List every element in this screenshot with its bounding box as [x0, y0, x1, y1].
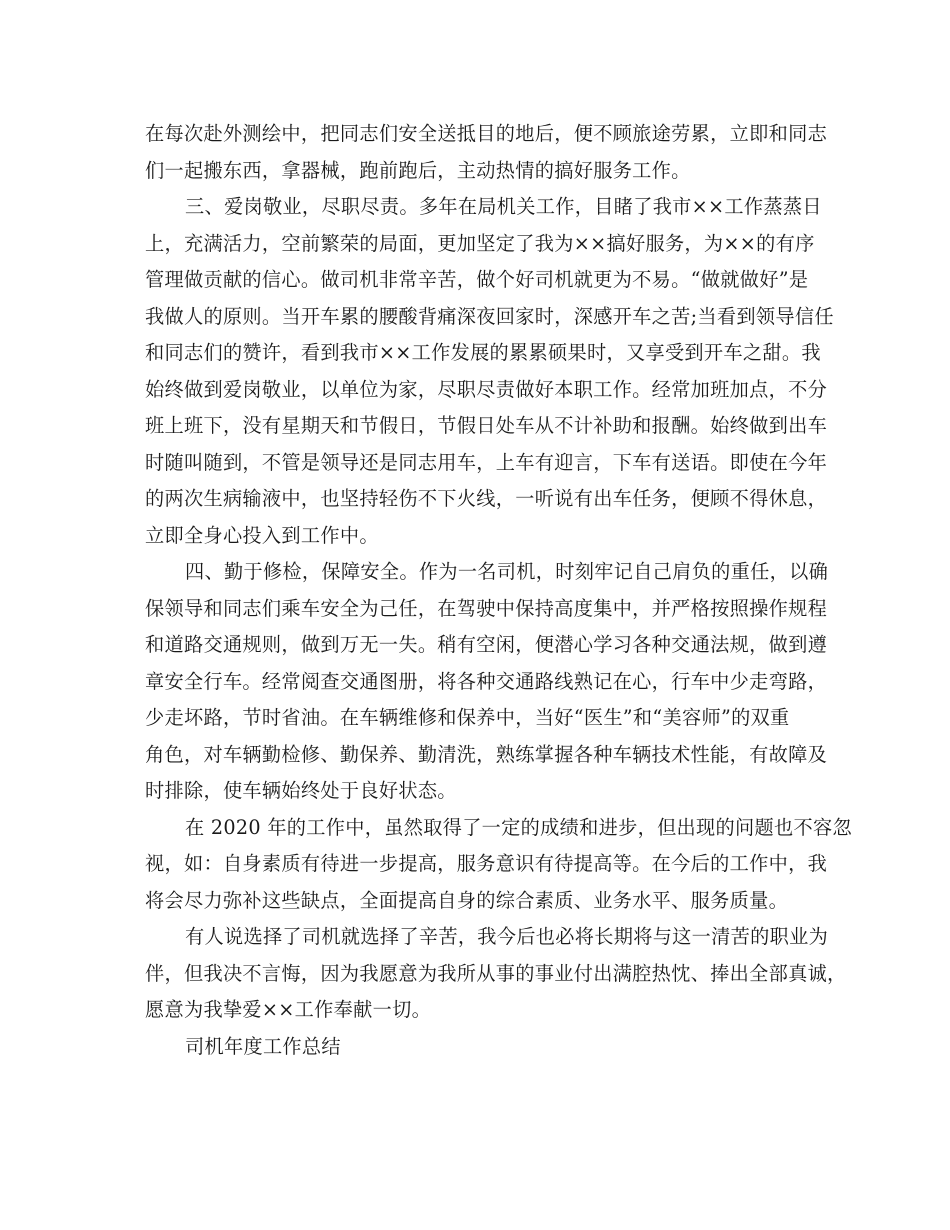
text-line: 和道路交通规则，做到万无一失。稍有空闲，便潜心学习各种交通法规，做到遵	[145, 633, 828, 656]
paragraph-start-line: 有人说选择了司机就选择了辛苦，我今后也必将长期将与这一清苦的职业为	[185, 925, 829, 948]
text-line: 伴，但我决不言悔，因为我愿意为我所从事的事业付出满腔热忱、捧出全部真诚，	[145, 961, 847, 985]
text-line: 视，如：自身素质有待进一步提高，服务意识有待提高等。在今后的工作中，我	[145, 852, 828, 875]
text-line: 和同志们的赞许，看到我市××工作发展的累累硕果时，又享受到开车之甜。我	[145, 341, 821, 364]
text-line: 保领导和同志们乘车安全为己任，在驾驶中保持高度集中，并严格按照操作规程	[145, 596, 828, 620]
section-heading-line: 三、爱岗敬业，尽职尽责。多年在局机关工作，目睹了我市××工作蒸蒸日	[185, 195, 822, 218]
text-line: 将会尽力弥补这些缺点，全面提高自身的综合素质、业务水平、服务质量。	[145, 888, 789, 912]
document-title-line: 司机年度工作总结	[185, 1034, 341, 1058]
text-line: 管理做贡献的信心。做司机非常辛苦，做个好司机就更为不易。“做就做好”是	[145, 268, 809, 291]
document-body	[145, 116, 852, 1065]
text-line: 愿意为我挚爱××工作奉献一切。	[145, 998, 432, 1021]
text-line: 时随叫随到，不管是领导还是同志用车，上车有迎言，下车有送语。即使在今年	[145, 450, 828, 474]
text-line: 始终做到爱岗敬业，以单位为家，尽职尽责做好本职工作。经常加班加点，不分	[145, 377, 828, 401]
text-line: 少走坏路，节时省油。在车辆维修和保养中，当好“医生”和“美容师”的双重	[145, 706, 790, 729]
text-line: 班上班下，没有星期天和节假日，节假日处车从不计补助和报酬。始终做到出车	[145, 414, 828, 437]
section-heading-line: 四、勤于修检，保障安全。作为一名司机，时刻牢记自己肩负的重任，以确	[185, 560, 829, 583]
paragraph-start-line: 在 2020 年的工作中，虽然取得了一定的成绩和进步，但出现的问题也不容忽	[185, 815, 852, 839]
text-line: 的两次生病输液中，也坚持轻伤不下火线，一听说有出车任务，便顾不得休息，	[145, 487, 828, 510]
text-line: 我做人的原则。当开车累的腰酸背痛深夜回家时，深感开车之苦;当看到领导信任	[145, 304, 834, 328]
text-line: 角色，对车辆勤检修、勤保养、勤清洗，熟练掌握各种车辆技术性能，有故障及	[145, 742, 828, 766]
text-line: 们一起搬东西，拿器械，跑前跑后，主动热情的搞好服务工作。	[145, 158, 691, 182]
text-line: 上，充满活力，空前繁荣的局面，更加坚定了我为××搞好服务，为××的有序	[145, 231, 815, 255]
text-line: 章安全行车。经常阅查交通图册，将各种交通路线熟记在心，行车中少走弯路，	[145, 669, 828, 693]
text-line: 立即全身心投入到工作中。	[145, 523, 379, 547]
text-line: 时排除，使车辆始终处于良好状态。	[145, 779, 457, 802]
text-line: 在每次赴外测绘中，把同志们安全送抵目的地后，便不顾旅途劳累，立即和同志	[145, 122, 828, 145]
